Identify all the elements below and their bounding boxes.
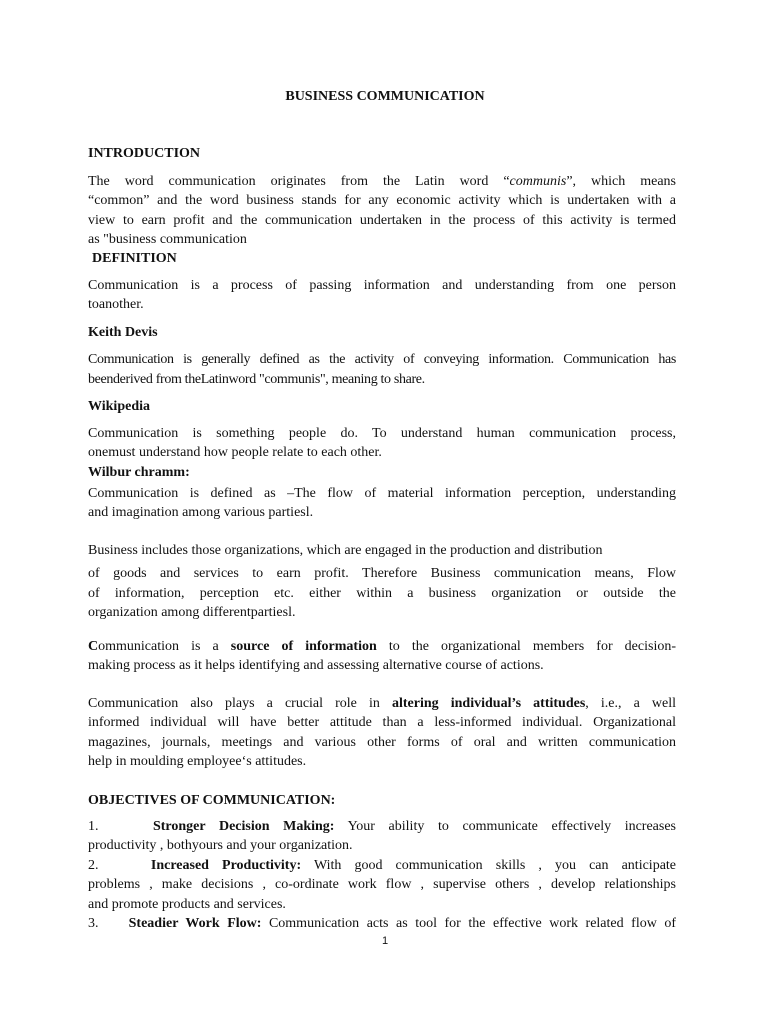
altering-line-4: help in moulding employee‘s attitudes.: [88, 754, 307, 769]
definition-line-1: Communication is a process of passing information and understanding from one person: [88, 278, 676, 293]
business-line-4: organization among differentpartiesl.: [88, 605, 296, 620]
objective-item-1-line-2: productivity , bothyours and your organization.: [88, 838, 353, 853]
objective-item-1: 1. Stronger Decision Making: Your ability to communicate effectively increases: [88, 819, 676, 834]
altering-line-3: magazines, journals, meetings and various other forms of oral and written communication: [88, 735, 676, 750]
business-line-1: Business includes those organizations, which are engaged in the production and distribution: [88, 543, 603, 558]
definition-line-2: toanother.: [88, 297, 144, 312]
objectives-heading: OBJECTIVES OF COMMUNICATION:: [88, 793, 336, 808]
intro-line-2: “common” and the word business stands for any economic activity which is undertaken with a: [88, 193, 676, 208]
objective-2-title: Increased Productivity:: [150, 858, 302, 873]
altering-line-1: Communication also plays a crucial role in altering individual’s attitudes, i.e., a well: [88, 696, 676, 711]
introduction-heading: INTRODUCTION: [88, 146, 201, 161]
objective-item-3: 3. Steadier Work Flow: Communication acts as tool for the effective work related flow of: [88, 916, 676, 931]
objective-3-title: Steadier Work Flow:: [128, 916, 262, 931]
objective-item-2: 2. Increased Productivity: With good communication skills , you can anticipate: [88, 858, 676, 873]
business-line-3: of information, perception etc. either within a business organization or outside the: [88, 586, 676, 601]
source-of-information-bold: source of information: [230, 639, 377, 654]
communis-italic: communis: [509, 174, 567, 189]
document-title: BUSINESS COMMUNICATION: [285, 89, 485, 104]
business-line-2: of goods and services to earn profit. Therefore Business communication means, Flow: [88, 566, 676, 581]
objective-1-title: Stronger Decision Making:: [152, 819, 335, 834]
source-line-1: Communication is a source of information to the organizational members for decision-: [88, 639, 676, 654]
keith-devis-heading: Keith Devis: [88, 325, 158, 340]
altering-line-2: informed individual will have better attitude than a less-informed individual. Organizational: [88, 715, 676, 730]
keith-line-1: Communication is generally defined as the activity of conveying information. Communication has: [88, 352, 676, 367]
objective-item-2-line-2: problems , make decisions , co-ordinate work flow , supervise others , develop relationships: [88, 877, 676, 892]
page-number: 1: [381, 935, 389, 947]
wilbur-line-2: and imagination among various partiesl.: [88, 505, 314, 520]
intro-line-4: as "business communication: [88, 232, 247, 247]
wilbur-line-1: Communication is defined as –The flow of material information perception, understanding: [88, 486, 676, 501]
wikipedia-heading: Wikipedia: [88, 399, 150, 414]
intro-line-1: The word communication originates from the Latin word “communis”, which means: [88, 174, 676, 189]
wikipedia-line-1: Communication is something people do. To understand human communication process,: [88, 426, 676, 441]
keith-line-2: beenderived from theLatinword "communis", meaning to share.: [88, 372, 425, 387]
altering-attitudes-bold: altering individual’s attitudes: [392, 696, 586, 711]
definition-heading: DEFINITION: [92, 251, 177, 266]
intro-line-3: view to earn profit and the communication undertaken in the process of this activity is termed: [88, 213, 676, 228]
wikipedia-line-2: onemust understand how people relate to each other.: [88, 445, 382, 460]
source-line-2: making process as it helps identifying and assessing alternative course of actions.: [88, 658, 544, 673]
objective-item-2-line-3: and promote products and services.: [88, 897, 286, 912]
wilbur-chramm-heading: Wilbur chramm:: [88, 465, 190, 480]
